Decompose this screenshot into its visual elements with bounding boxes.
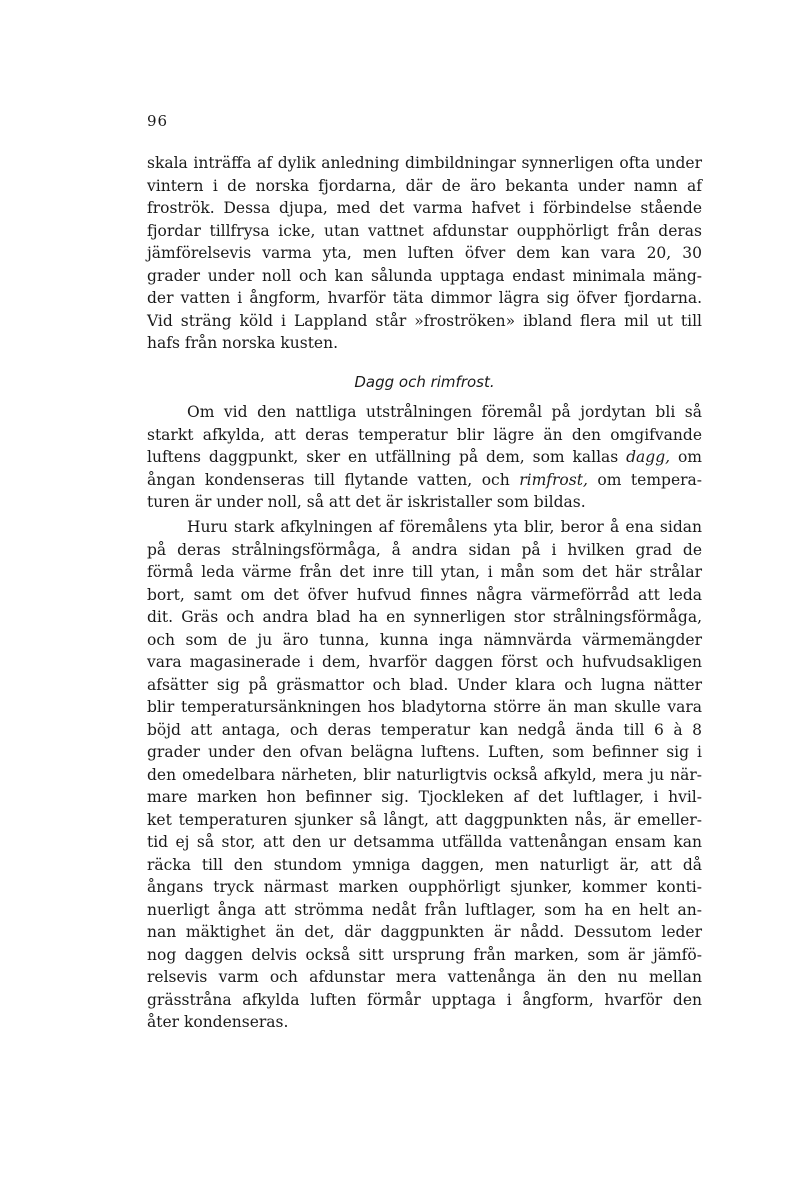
text-line: starkt afkylda, att deras temperatur blir lägre än den omgifvande xyxy=(147,425,702,444)
text-line: nog daggen delvis också sitt ursprung från marken, som är jämfö- xyxy=(147,945,702,964)
paragraph-frostrok xyxy=(147,152,702,355)
text-line: vara magasinerade i dem, hvarför daggen först och hufvudsakligen xyxy=(147,653,702,671)
text-line: förmå leda värme från det inre till ytan, i mån som det här strålar xyxy=(147,563,702,581)
text-line: skala inträffa af dylik anledning dimbildningar synnerligen ofta under xyxy=(147,154,702,172)
text-line: åter kondenseras. xyxy=(147,1013,289,1031)
text-line: nuerligt ånga att strömma nedåt från luftlager, som ha en helt an- xyxy=(147,900,702,919)
text-line: grader under noll och kan sålunda upptaga endast minimala mäng- xyxy=(147,266,702,285)
text-line: der vatten i ångform, hvarför täta dimmor lägra sig öfver fjordarna. xyxy=(147,289,702,307)
text-line: blir temperatursänkningen hos bladytorna större än man skulle vara xyxy=(147,698,702,716)
text-line: tid ej så stor, att den ur detsamma utfällda vattenångan ensam kan xyxy=(147,833,702,851)
text-line: bort, samt om det öfver hufvud finnes några värmeförråd att leda xyxy=(147,585,702,604)
text-fragment: luftens daggpunkt, sker en utfällning på dem, som kallas xyxy=(147,448,627,466)
text-line: fjordar tillfrysa icke, utan vattnet afdunstar oupphörligt från deras xyxy=(147,221,702,240)
text-fragment: om tempera- xyxy=(587,470,703,489)
text-line: dit. Gräs och andra blad ha en synnerligen stor strålningsförmåga, xyxy=(147,608,702,626)
text-line: relsevis varm och afdunstar mera vattenånga än den nu mellan xyxy=(147,968,702,986)
text-line: Huru stark afkylningen af föremålens yta blir, beror å ena sidan xyxy=(187,518,702,536)
term-dagg: dagg, xyxy=(626,448,671,466)
text-line: ket temperaturen sjunker så långt, att daggpunkten nås, är emeller- xyxy=(147,810,702,829)
text-line: den omedelbara närheten, blir naturligtvis också afkyld, mera ju när- xyxy=(147,765,702,784)
text-line: ångans tryck närmast marken oupphörligt sjunker, kommer konti- xyxy=(147,878,702,896)
text-line: froströk. Dessa djupa, med det varma hafvet i förbindelse stående xyxy=(147,199,702,217)
text-line xyxy=(147,469,702,492)
page-number: 96 xyxy=(147,112,169,130)
paragraph-dagg-definition xyxy=(147,401,702,514)
text-line: jämförelsevis varma yta, men luften öfver dem kan vara 20, 30 xyxy=(147,244,702,262)
text-line: grader under den ofvan belägna luftens. Luften, som befinner sig i xyxy=(147,743,702,761)
text-fragment: om xyxy=(670,448,702,466)
text-line: nan mäktighet än det, där daggpunkten är nådd. Dessutom leder xyxy=(147,923,702,941)
section-heading: Dagg och rimfrost. xyxy=(354,373,495,391)
text-line: räcka till den stundom ymniga daggen, men naturligt är, att då xyxy=(147,855,702,874)
text-fragment: ångan kondenseras till flytande vatten, och xyxy=(147,470,520,489)
text-line: på deras strålningsförmåga, å andra sidan på i hvilken grad de xyxy=(147,540,702,559)
text-line: böjd att antaga, och deras temperatur kan nedgå ända till 6 à 8 xyxy=(147,720,702,739)
paragraph-afkylning xyxy=(147,516,702,1034)
text-line: Vid sträng köld i Lappland står »froströken» ibland flera mil ut till xyxy=(147,311,702,330)
text-line: vintern i de norska fjordarna, där de äro bekanta under namn af xyxy=(147,176,702,195)
text-line: Om vid den nattliga utstrålningen föremål på jordytan bli så xyxy=(187,403,702,421)
text-line: och som de ju äro tunna, kunna inga nämnvärda värmemängder xyxy=(147,630,702,649)
text-line: mare marken hon befinner sig. Tjockleken af det luftlager, i hvil- xyxy=(147,788,702,806)
text-line: turen är under noll, så att det är iskristaller som bildas. xyxy=(147,493,586,511)
text-line: grässtråna afkylda luften förmår upptaga i ångform, hvarför den xyxy=(147,990,702,1009)
term-rimfrost: rimfrost, xyxy=(519,470,588,489)
text-line: afsätter sig på gräsmattor och blad. Under klara och lugna nätter xyxy=(147,675,702,694)
text-line: hafs från norska kusten. xyxy=(147,334,339,352)
text-line xyxy=(147,446,702,469)
